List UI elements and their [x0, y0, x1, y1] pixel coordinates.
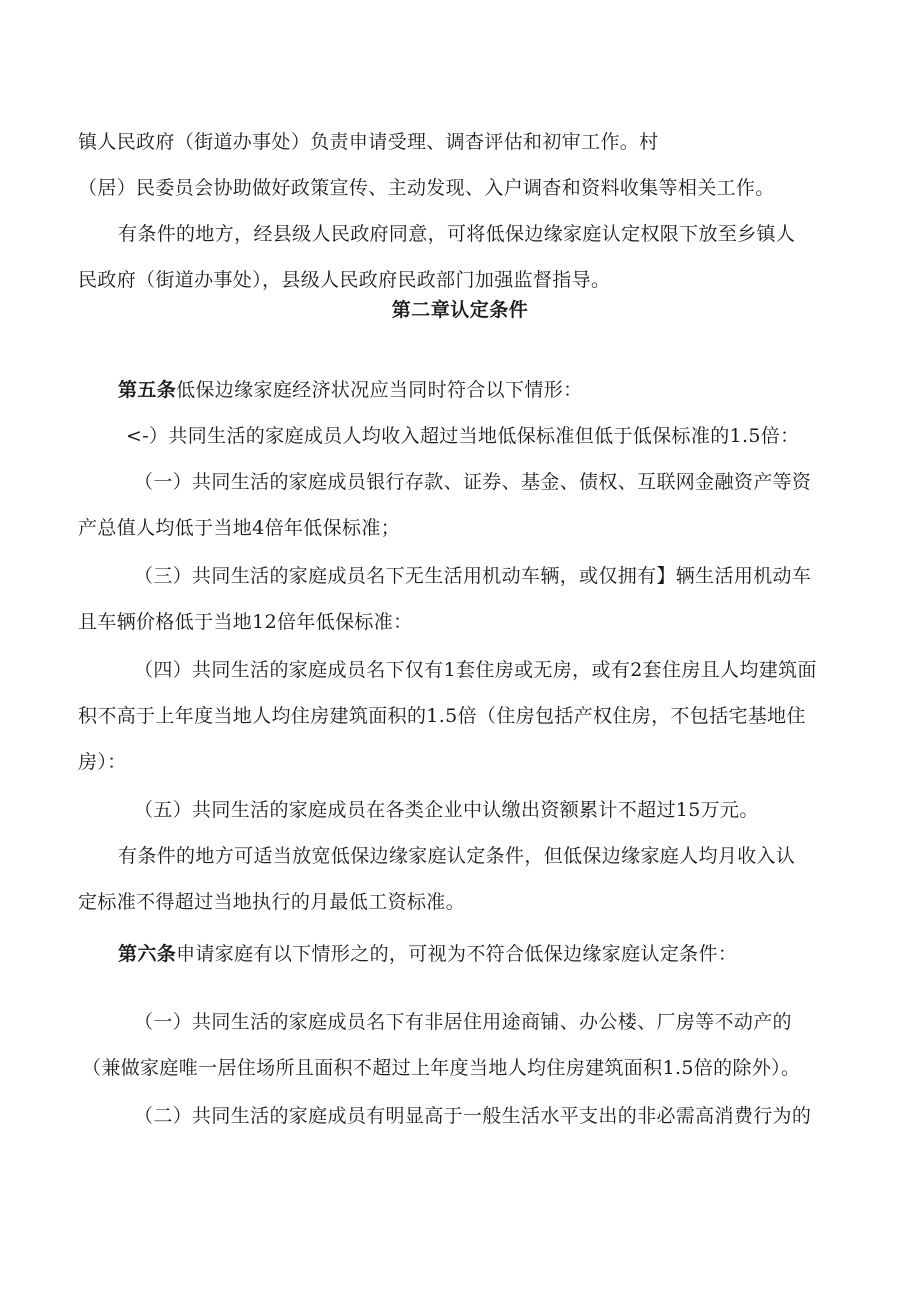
text-line: 产总值人均低于当地4倍年低保标准； — [78, 517, 401, 539]
text-line: 民政府（街道办事处），县级人民政府民政部门加强监督指导。 — [78, 269, 611, 291]
text-line: （一）共同生活的家庭成员银行存款、证券、基金、债权、互联网金融资产等资 — [134, 471, 812, 493]
article-6-intro-line — [118, 942, 737, 966]
text-line: 积不高于上年度当地人均住房建筑面积的1.5倍（住房包括产权住房，不包括宅基地住 — [78, 705, 806, 727]
text-line: （居）民委员会协助做好政策宣传、主动发现、入户调杳和资料收集等相关工作。 — [78, 177, 775, 199]
text-line: （三）共同生活的家庭成员名下无生活用机动车辆，或仅拥有】辆生活用机动车 — [134, 565, 812, 587]
article-5-label: 第五条 — [118, 379, 177, 401]
article-5-intro-line — [118, 378, 582, 402]
text-line: 房）： — [78, 751, 127, 773]
text-line: <-）共同生活的家庭成员人均收入超过当地低保标准但低于低保标准的1.5倍： — [126, 425, 800, 447]
text-line: （二）共同生活的家庭成员有明显高于一般生活水平支出的非必需高消费行为的 — [134, 1105, 812, 1127]
text-line: （一）共同生活的家庭成员名下有非居住用途商铺、办公楼、厂房等不动产的 — [134, 1011, 792, 1033]
article-6-intro: 申请家庭有以下情形之的，可视为不符合低保边缘家庭认定条件： — [176, 943, 738, 965]
article-5-intro: 低保边缘家庭经济状况应当同时符合以下情形： — [176, 379, 583, 401]
article-6-label: 第六条 — [118, 943, 177, 965]
text-line: 有条件的地方，经县级人民政府同意，可将低保边缘家庭认定权限下放至乡镇人 — [118, 223, 796, 245]
text-line: （四）共同生活的家庭成员名下仅有1套住房或无房，或有2套住房且人均建筑面 — [134, 659, 817, 681]
text-line: 镇人民政府（街道办事处）负责申请受理、调杳评估和初审工作。村 — [78, 131, 659, 153]
text-line: 定标准不得超过当地执行的月最低工资标准。 — [78, 891, 466, 913]
text-line: 有条件的地方可适当放宽低保边缘家庭认定条件，但低保边缘家庭人均月收入认 — [118, 845, 796, 867]
chapter-title: 第二章认定条件 — [391, 299, 529, 321]
text-line: 且车辆价格低于当地12倍年低保标准： — [78, 611, 413, 633]
text-line: （五）共同生活的家庭成员在各类企业中认缴出资额累计不超过15万元。 — [134, 799, 759, 821]
text-line: （兼做家庭唯一居住场所且面积不超过上年度当地人均住房建筑面积1.5倍的除外）。 — [82, 1057, 801, 1079]
